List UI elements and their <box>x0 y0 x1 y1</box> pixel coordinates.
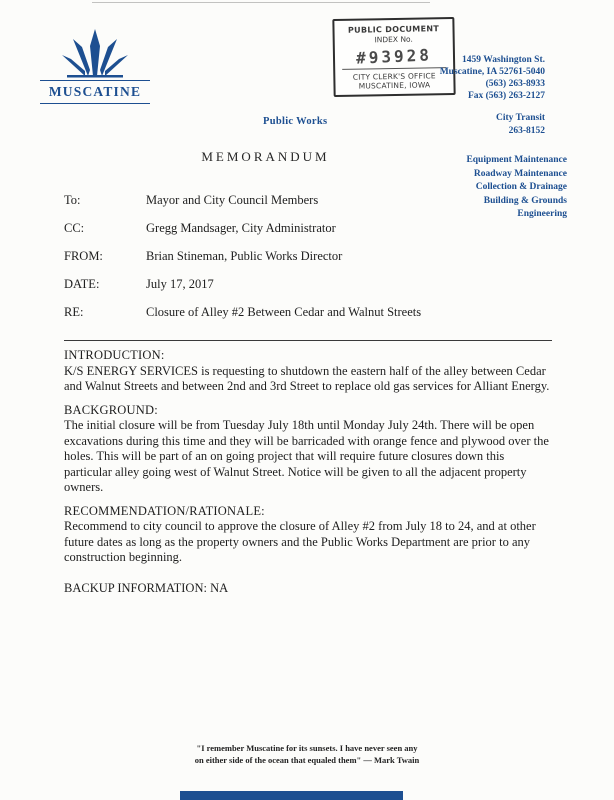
memo-field-re <box>64 305 556 320</box>
logo-rule-bottom <box>40 103 150 104</box>
field-value: Closure of Alley #2 Between Cedar and Walnut Streets <box>146 305 422 319</box>
field-value: July 17, 2017 <box>146 277 214 291</box>
city-transit-phone: 263-8152 <box>508 126 545 136</box>
memo-field-cc <box>64 221 556 236</box>
quote-line: "I remember Muscatine for its sunsets. I have never seen any <box>196 743 418 753</box>
section-introduction <box>64 348 553 395</box>
city-transit-label: City Transit <box>496 113 545 123</box>
address-block <box>440 54 545 102</box>
memo-field-to <box>64 193 556 208</box>
section-body: Recommend to city council to approve the closure of Alley #2 from July 18 to 24, and at other future dates as long as the property owners and the Public Works Department are prior to any construction beginning. <box>64 519 536 564</box>
section-heading: RECOMMENDATION/RATIONALE: <box>64 503 265 518</box>
memo-field-from <box>64 249 556 264</box>
field-value: Brian Stineman, Public Works Director <box>146 249 343 263</box>
memo-title: MEMORANDUM <box>201 149 330 164</box>
section-body: The initial closure will be from Tuesday July 18th until Monday July 24th. There will be open excavations during this time and they will be barricaded with orange fence and plywood over the holes. This will be part of an on going project that will require future closures down this particular alley going west of Walnut Street. Notice will be given to all the adjacent property owners. <box>64 418 549 494</box>
field-label: DATE: <box>64 277 100 291</box>
department-label: Public Works <box>263 116 328 127</box>
field-label: CC: <box>64 221 85 235</box>
address-line: Fax (563) 263-2127 <box>467 91 545 101</box>
section-heading: INTRODUCTION: <box>64 348 165 362</box>
field-label: RE: <box>64 305 84 319</box>
division-item: Engineering <box>517 209 567 219</box>
address-line: 1459 Washington St. <box>462 55 545 65</box>
division-item: Collection & Drainage <box>475 182 567 192</box>
field-label: FROM: <box>64 249 103 263</box>
field-value: Mayor and City Council Members <box>146 193 319 207</box>
quote-line: on either side of the ocean that equaled them" — Mark Twain <box>194 755 420 765</box>
section-body: K/S ENERGY SERVICES is requesting to shutdown the eastern half of the alley between Cedar and Walnut Streets and between 2nd and 3rd Street to replace old gas services for Alliant Energy. <box>64 363 550 393</box>
field-value: Gregg Mandsager, City Administrator <box>146 221 336 235</box>
stamp-city: MUSCATINE, IOWA <box>358 80 431 91</box>
logo-wordmark: MUSCATINE <box>48 84 142 99</box>
memo-body <box>64 348 553 596</box>
address-line: Muscatine, IA 52761-5040 <box>439 67 545 77</box>
stamp-office: CITY CLERK'S OFFICE <box>352 71 436 82</box>
division-item: Equipment Maintenance <box>466 155 567 165</box>
stamp-title: PUBLIC DOCUMENT <box>347 24 440 35</box>
backup-info: BACKUP INFORMATION: NA <box>64 580 229 595</box>
memo-fields <box>64 193 556 333</box>
stamp-index-number: #93928 <box>355 45 433 68</box>
memo-field-date <box>64 277 556 292</box>
divider-line <box>64 340 552 341</box>
logo-rule-top <box>40 80 150 81</box>
city-transit-block <box>496 112 545 138</box>
section-recommendation <box>64 504 553 566</box>
division-item: Roadway Maintenance <box>473 168 567 179</box>
muscatine-logo <box>40 26 150 106</box>
section-heading: BACKGROUND: <box>64 402 158 417</box>
section-background <box>64 403 553 496</box>
address-line: (563) 263-8933 <box>485 79 545 89</box>
scan-artifact <box>92 2 430 3</box>
clerk-stamp <box>332 17 455 97</box>
bottom-bar <box>180 791 403 800</box>
muscatine-sunburst-icon <box>59 26 131 78</box>
field-label: To: <box>64 193 81 207</box>
footer-quote <box>0 742 614 766</box>
division-item: Building & Grounds <box>483 195 567 206</box>
stamp-index-label: INDEX No. <box>374 34 413 45</box>
